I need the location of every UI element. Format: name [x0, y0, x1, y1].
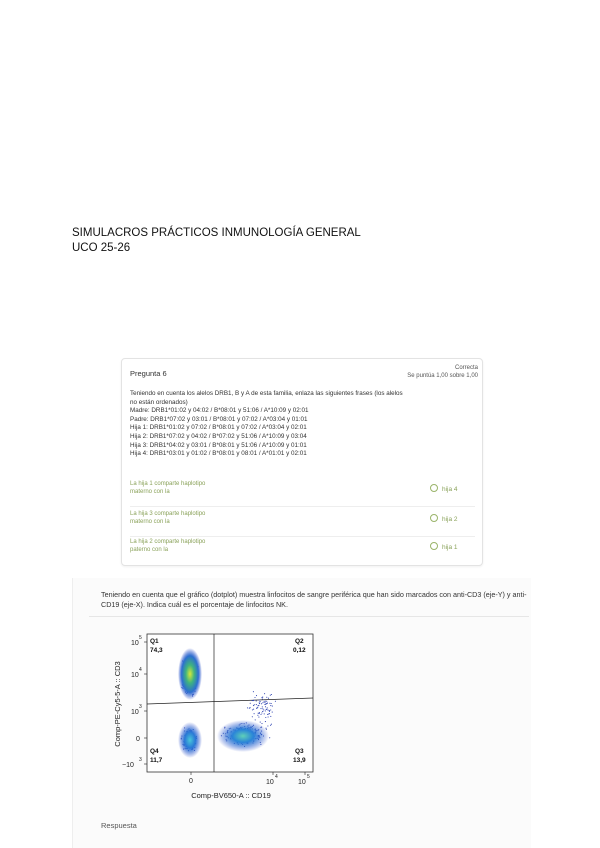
stem-line: Hija 4: DRB1*03:01 y 01:02 / B*08:01 y 08:01 / A*01:01 y 02:01	[130, 450, 307, 458]
event-dot	[268, 710, 269, 711]
y-tick-label: 10	[131, 640, 139, 647]
match-answer-value: hija 1	[442, 544, 458, 551]
score-label: Se puntúa 1,00 sobre 1,00	[407, 373, 478, 379]
quadrant-name-q2: Q2	[295, 638, 304, 645]
event-dot	[268, 698, 269, 699]
event-dot	[258, 717, 259, 718]
event-dot	[253, 691, 254, 692]
event-dot	[260, 708, 261, 709]
y-axis-ticks	[122, 635, 147, 769]
match-row	[130, 480, 475, 507]
event-dot	[256, 704, 257, 705]
event-dot	[259, 712, 260, 713]
event-dot	[253, 705, 254, 706]
event-dot	[262, 706, 263, 707]
match-answer-select[interactable]	[430, 514, 458, 523]
x-tick-label: 10	[298, 779, 306, 786]
event-dot	[268, 716, 269, 717]
event-dot	[269, 713, 270, 714]
divider	[89, 616, 529, 617]
event-dot	[263, 709, 264, 710]
document-title-line2: UCO 25-26	[72, 242, 131, 254]
y-tick-exponent: 3	[139, 757, 142, 763]
event-dot	[269, 703, 270, 704]
event-dot	[259, 701, 260, 702]
event-dot	[250, 707, 251, 708]
match-prompt	[130, 480, 250, 496]
event-dot	[259, 713, 260, 714]
event-dot	[271, 703, 272, 704]
event-dot	[262, 702, 263, 703]
event-dot	[263, 701, 264, 702]
stem-line: Teniendo en cuenta los alelos DRB1, B y A de esta familia, enlaza las siguientes frases (los alelos	[130, 390, 403, 397]
event-dot	[254, 697, 255, 698]
quadrant-name-q3: Q3	[295, 748, 304, 755]
flow-cytometry-dotplot	[113, 626, 323, 816]
y-axis-label: Comp-PE-Cy5-5-A :: CD3	[113, 661, 122, 747]
y-tick-exponent: 3	[139, 704, 142, 710]
x-tick-label: 0	[189, 778, 193, 785]
y-tick-label: 10	[131, 672, 139, 679]
event-dot	[269, 737, 270, 738]
event-dot	[266, 701, 267, 702]
quadrant-value-q1: 74,3	[150, 647, 163, 654]
event-dot	[265, 701, 266, 702]
event-dot	[262, 711, 263, 712]
match-prompt-line: La hija 2 comparte haplotipo	[130, 539, 206, 545]
event-dot	[252, 700, 253, 701]
event-dot	[270, 716, 271, 717]
x-axis-label: Comp-BV650-A :: CD19	[191, 791, 271, 800]
population-double-negative	[178, 722, 202, 758]
question-text: Teniendo en cuenta que el gráfico (dotplot) muestra linfocitos de sangre periférica que han sido marcados con anti-CD3 (eje-Y) y anti-CD19 (eje-X). Indica cuál es el porcentaje de linfocitos NK.	[101, 590, 527, 609]
event-dot	[250, 703, 251, 704]
quadrant-name-q1: Q1	[150, 638, 159, 645]
status-label: Correcta	[454, 365, 478, 371]
x-tick-exponent: 4	[275, 774, 278, 780]
quadrant-value-q3: 13,9	[293, 757, 306, 764]
event-dot	[265, 717, 266, 718]
match-prompt	[130, 510, 250, 526]
match-answer-value: hija 2	[442, 516, 458, 523]
answer-label: Respuesta	[101, 821, 137, 830]
event-dot	[270, 709, 271, 710]
stem-line: no están ordenados)	[130, 398, 188, 406]
match-prompt	[130, 538, 250, 554]
y-tick-exponent: 4	[139, 667, 142, 673]
event-dot	[257, 715, 258, 716]
event-dot	[260, 722, 261, 723]
event-dot	[270, 725, 271, 726]
stem-line: Hija 1: DRB1*01:02 y 07:02 / B*08:01 y 07:02 / A*03:04 y 02:01	[130, 424, 307, 432]
event-dot	[253, 709, 254, 710]
match-answer-value: hija 4	[442, 486, 458, 493]
match-answer-select[interactable]	[430, 484, 458, 493]
event-dot	[260, 714, 261, 715]
event-dot	[259, 703, 260, 704]
event-dot	[262, 697, 263, 698]
quadrant-value-q2: 0,12	[293, 647, 306, 654]
match-prompt-line: materno con la	[130, 519, 170, 525]
event-dot	[272, 712, 273, 713]
document-title	[72, 226, 361, 256]
event-dot	[271, 724, 272, 725]
question-card-dotplot	[72, 578, 531, 848]
event-dot	[266, 709, 267, 710]
event-dot	[254, 704, 255, 705]
event-dot	[261, 712, 262, 713]
event-dot	[256, 708, 257, 709]
event-dot	[254, 713, 255, 714]
stem-line: Padre: DRB1*07:02 y 03:01 / B*08:01 y 07:02 / A*03:04 y 01:01	[130, 415, 308, 423]
event-dot	[264, 702, 265, 703]
question-stem	[130, 390, 475, 459]
question-card-6	[121, 358, 483, 566]
question-status	[407, 364, 478, 380]
event-dot	[271, 694, 272, 695]
stem-line: Hija 3: DRB1*04:02 y 03:01 / B*08:01 y 51:06 / A*10:09 y 01:01	[130, 441, 307, 449]
event-dot	[259, 699, 260, 700]
y-tick-label: −10	[122, 762, 134, 769]
correct-check-icon	[430, 542, 438, 550]
event-dot	[269, 711, 270, 712]
y-tick-exponent: 5	[139, 635, 142, 641]
event-dot	[264, 693, 265, 694]
event-dot	[257, 707, 258, 708]
event-dot	[267, 703, 268, 704]
question-number: Pregunta 6	[130, 369, 167, 378]
correct-check-icon	[430, 484, 438, 492]
y-tick-label: 0	[136, 736, 140, 743]
event-dot	[258, 713, 259, 714]
event-dot	[270, 705, 271, 706]
x-tick-label: 10	[266, 779, 274, 786]
event-dot	[247, 707, 248, 708]
match-answer-select[interactable]	[430, 542, 458, 551]
event-dot	[256, 695, 257, 696]
event-dot	[265, 710, 266, 711]
match-prompt-line: materno con la	[130, 489, 170, 495]
document-title-line1: SIMULACROS PRÁCTICOS INMUNOLOGÍA GENERAL	[72, 227, 361, 239]
event-dot	[267, 725, 268, 726]
stem-line: Hija 2: DRB1*07:02 y 04:02 / B*07:02 y 51:06 / A*10:09 y 03:04	[130, 432, 307, 440]
match-row	[130, 510, 475, 537]
event-dot	[255, 719, 256, 720]
event-dot	[266, 697, 267, 698]
population-cd3	[178, 648, 202, 700]
correct-check-icon	[430, 514, 438, 522]
event-dot	[270, 695, 271, 696]
event-dot	[258, 705, 259, 706]
match-row	[130, 538, 475, 564]
event-dot	[275, 701, 276, 702]
event-dot	[262, 698, 263, 699]
event-dot	[267, 714, 268, 715]
event-dot	[261, 703, 262, 704]
population-cd19	[217, 720, 269, 752]
event-dot	[267, 707, 268, 708]
match-prompt-line: La hija 3 comparte haplotipo	[130, 511, 206, 517]
x-axis-ticks	[189, 772, 310, 786]
event-dot	[252, 716, 253, 717]
event-dot	[256, 700, 257, 701]
quadrant-name-q4: Q4	[150, 748, 159, 755]
stem-line: Madre: DRB1*01:02 y 04:02 / B*08:01 y 51:06 / A*10:09 y 02:01	[130, 407, 309, 415]
event-dot	[272, 706, 273, 707]
y-tick-label: 10	[131, 709, 139, 716]
event-dot	[265, 721, 266, 722]
quadrant-value-q4: 11,7	[150, 757, 163, 764]
event-dot	[264, 713, 265, 714]
event-dot	[265, 706, 266, 707]
x-tick-exponent: 5	[307, 774, 310, 780]
event-dot	[262, 708, 263, 709]
event-dot	[253, 700, 254, 701]
match-prompt-line: paterno con la	[130, 547, 169, 553]
event-dot	[265, 704, 266, 705]
match-prompt-line: La hija 1 comparte haplotipo	[130, 481, 206, 487]
event-dot	[252, 709, 253, 710]
event-dot	[261, 723, 262, 724]
